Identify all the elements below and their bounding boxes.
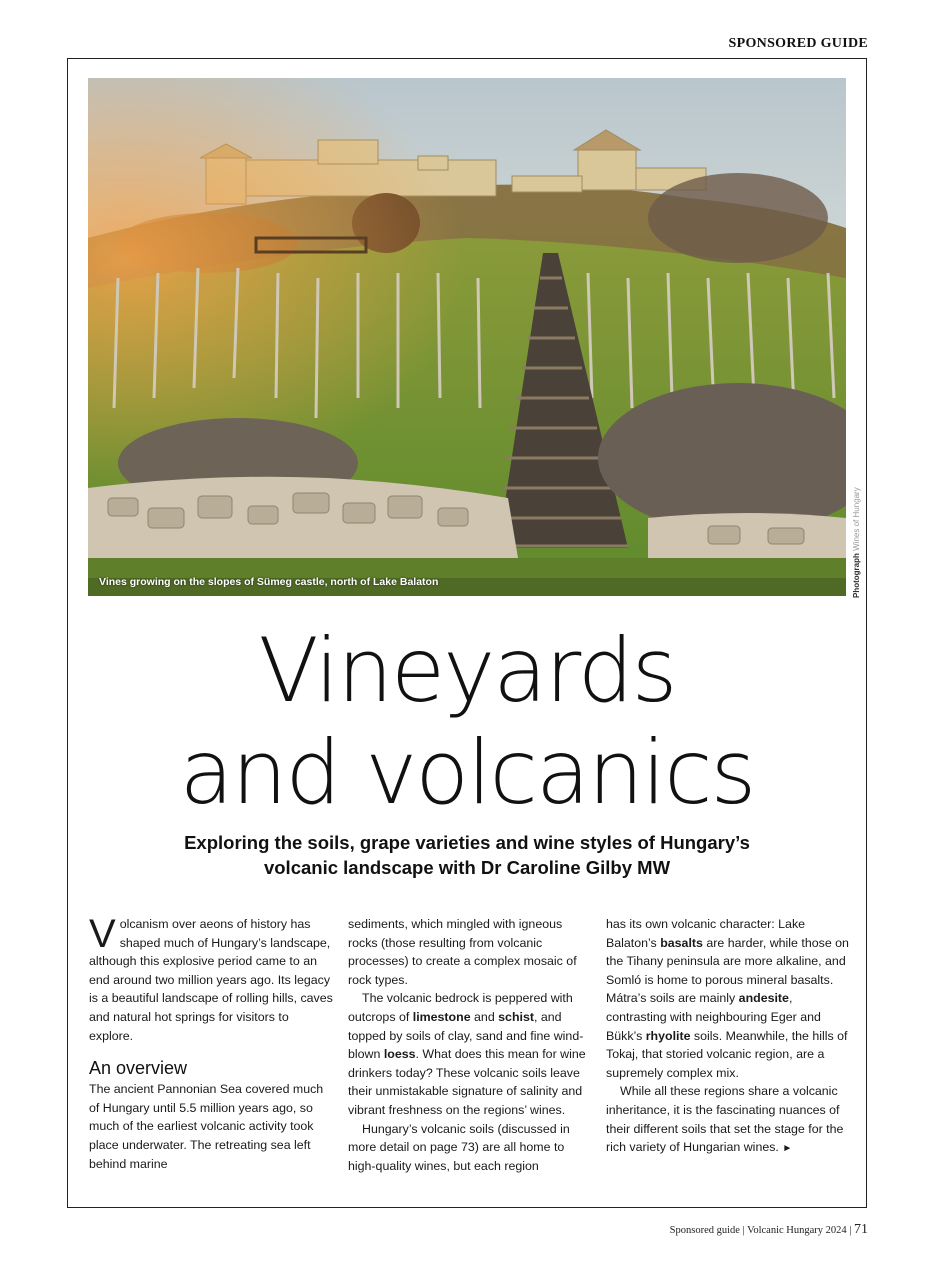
body-column-1 [89,912,334,1173]
term-andesite: andesite [738,991,789,1006]
bedrock-paragraph [348,989,593,1119]
closing-text: While all these regions share a volcanic inheritance, it is the fascinating nuances of their different soils that set the stage for the rich variety of Hungarian wines. [606,1084,844,1155]
section-label: SPONSORED GUIDE [728,36,868,51]
bedrock-text-a: The volcanic bedrock is peppered with outcrops of [348,991,573,1024]
standfirst [67,830,867,880]
overview-paragraph-cont: sediments, which mingled with igneous rocks (those resulting from volcanic processes) to create a complex mosaic of rock types. [348,917,577,987]
photo-credit [852,487,861,598]
bedrock-text-b: and [470,1009,499,1024]
overview-paragraph [89,1080,334,1173]
regions-text-b: are harder, while those on the Tihany peninsula are more alkaline, and Somló is home to porous mineral basalts. Mátra’s soils are mainly [606,935,849,1006]
regions-text-c: , contrasting with neighbouring Eger and Bükk’s [606,991,821,1043]
photo-caption: Vines growing on the slopes of Sümeg castle, north of Lake Balaton [99,576,439,588]
subhead-overview: An overview [89,1058,188,1079]
hero-photo [88,78,846,596]
closing-paragraph [606,1082,851,1158]
drop-cap: V [89,912,116,956]
standfirst-line-2: volcanic landscape with Dr Caroline Gilby MW [263,857,671,878]
body-column-3 [606,915,851,1159]
body-column-2 [348,915,593,1175]
article-title [67,620,867,824]
bedrock-text-c: , and topped by soils of clay, sand and fine wind-blown [348,1009,584,1062]
intro-paragraph [89,912,334,1045]
regions-paragraph-start: Hungary’s volcanic soils (discussed in more detail on page 73) are all home to high-quality wines, but each region [348,1121,570,1173]
term-schist: schist [498,1009,534,1024]
intro-text: olcanism over aeons of history has shaped much of Hungary’s landscape, although this explosive period came to an end around two million years ago. Its legacy is a beautiful landscape of rolling hills, caves and natural hot springs for visitors to explore. [89,917,333,1043]
footer-text: Sponsored guide | Volcanic Hungary 2024 | [669,1225,852,1236]
term-loess: loess [383,1047,416,1062]
term-basalts: basalts [660,935,703,950]
term-limestone: limestone [412,1009,471,1024]
credit-label: Photograph [852,553,861,598]
regions-text-d: soils. Meanwhile, the hills of Tokaj, that storied volcanic region, are a supremely complex mix. [606,1028,848,1080]
page-footer [670,1222,868,1238]
title-line-1: Vineyards [258,619,676,722]
page-number: 71 [854,1222,868,1237]
overview-text-part: The ancient Pannonian Sea covered much of Hungary until 5.5 million years ago, so much of the earliest volcanic activity took place underwater. The retreating sea left behind marine [89,1082,324,1171]
term-rhyolite: rhyolite [645,1028,691,1043]
regions-paragraph-cont: has its own volcanic character: Lake Balaton’s basalts are harder, while those on the Tihany peninsula are more alkaline, and Somló is home to porous mineral basalts. Mátra’s soils are mainly andesite, contrasting with neighbouring Eger and Bükk’s rhyolite soils. Meanwhile, the hills of Tokaj, that storied volcanic region, are a supremely complex mix. [606,917,849,1080]
title-line-2: and volcanics [179,721,755,824]
continue-arrow-icon: ► [782,1143,793,1155]
credit-source: Wines of Hungary [852,487,861,551]
bedrock-text-d: . What does this mean for wine drinkers today? These volcanic soils leave their unmistakable signature of salinity and vibrant freshness on the regions’ wines. [348,1047,586,1117]
standfirst-line-1: Exploring the soils, grape varieties and wine styles of Hungary’s [184,832,750,853]
